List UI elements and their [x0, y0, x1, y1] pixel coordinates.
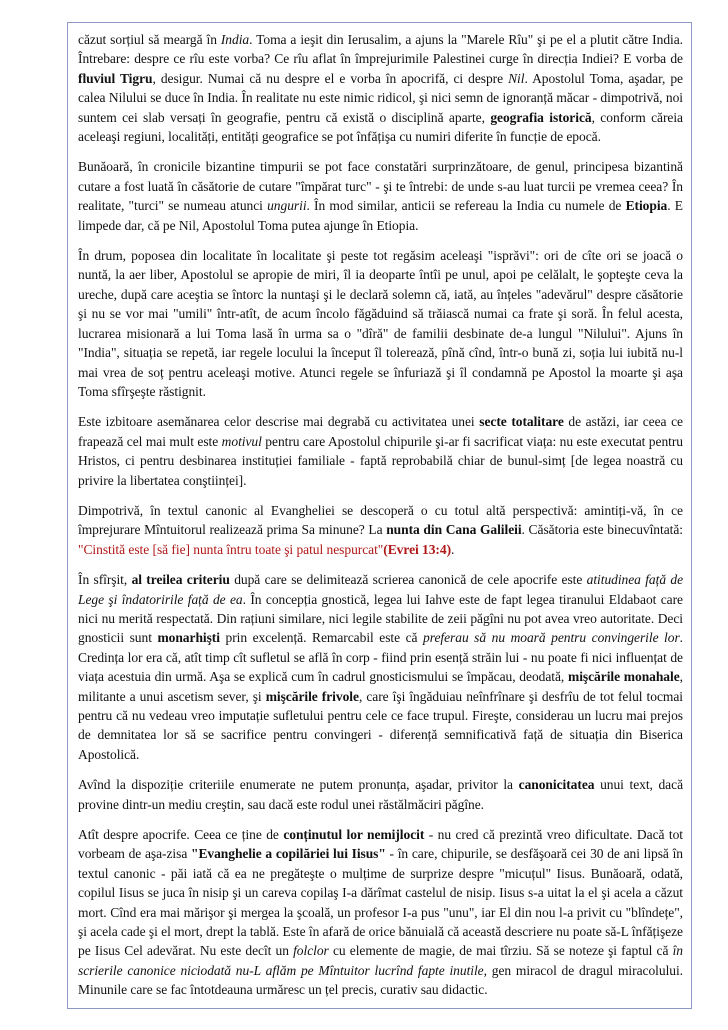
text-run: . Credința lor era că, atît timp cît sufletul se află în corp - fiind prin esență străin lui - nu poate fi nici influențat de viața acestuia din urmă. Aşa se explică cum în cadrul gnosticismului se împăcau, deodată,: [78, 630, 683, 685]
text-run: Dimpotrivă, în textul canonic al Evangheliei se descoperă o cu totul altă perspectivă: amintiți-vă, în ce împrejurare Mîntuitorul realizează prima Sa minune? La: [78, 502, 683, 538]
text-run: , gen miracol de dragul miracolului. Minunile care se fac întotdeauna urmăresc un țel precis, curativ sau didactic.: [78, 962, 683, 998]
text-run: Nil: [508, 70, 525, 86]
text-run: folclor: [293, 943, 329, 959]
text-run: prin excelență. Remarcabil este că: [219, 630, 424, 646]
text-run: . Căsătoria este binecuvîntată:: [521, 522, 683, 538]
text-run: conținutul lor nemijlocit: [283, 827, 425, 843]
text-run: atitudinea față de Lege şi îndatoririle față de ea: [78, 572, 684, 607]
paragraph-1: [78, 30, 683, 146]
text-run: geografia istorică: [490, 109, 592, 125]
text-run: secte totalitare: [479, 414, 564, 430]
text-run: Atît despre apocrife. Ceea ce ține de: [78, 827, 284, 843]
text-run: În sfîrşit,: [78, 572, 132, 588]
text-run: .: [451, 541, 455, 557]
text-run: - nu cred că prezintă vreo dificultate. Dacă tot vorbeam de aşa-zisa: [78, 827, 683, 862]
text-run: . Toma a ieşit din Ierusalim, a ajuns la "Marele Rîu" şi pe el a plutit către India. Întrebare: despre ce rîu este vorba? Ce rîu aflat în împrejurimile Palestinei curge în direcția Indiei? E vorba de: [78, 32, 683, 67]
text-run: al treilea criteriu: [131, 572, 230, 588]
text-run: monarhişti: [157, 630, 220, 646]
text-run: "Evanghelie a copilăriei lui Iisus": [191, 846, 386, 862]
text-run: Bunăoară, în cronicile bizantine timpurii se pot face constatări surprinzătoare, de genul, principesa bizantină cutare a fost luată în căsătorie de cutare "împărat turc" - şi te întrebi: de unde s-au luat turcii pe vremea ceea? În realitate, "turci" se numeau atunci: [78, 159, 683, 214]
text-run: , conform căreia aceleaşi regiuni, localități, entități geografice se pot înfățişa cu numiri diferite în funcție de epocă.: [78, 109, 683, 145]
text-run: nunta din Cana Galileii: [386, 522, 522, 538]
paragraph-8: [78, 825, 683, 1000]
text-run: ungurii: [267, 198, 307, 214]
text-run: . Apostolul Toma, aşadar, pe calea Nilului se duce în India. În realitate nu este nimic ridicol, şi nici semn de ignoranță măcar - dimpotrivă, noi suntem cei slab versați în geografie, pentru că există o disciplină aparte,: [78, 70, 683, 125]
text-run: . În mod similar, anticii se refereau la India cu numele de: [306, 198, 626, 214]
text-run: Este izbitoare asemănarea celor descrise mai degrabă cu activitatea unei: [78, 414, 480, 430]
text-run: , care îşi îngăduiau neînfrînare şi desfrîu de tot felul tocmai pentru că nu vedeau vreo imputație sufletului pentru cele ce face trupul. Fireşte, considerau un lucru mai prejos de demnitatea lor să se sacrifice pentru convingeri - diferență semnificativă față de situația din Biserica Apostolică.: [78, 688, 683, 762]
text-run: Etiopia: [625, 198, 668, 214]
text-run: motivul: [221, 433, 262, 449]
text-run: . E limpede dar, că pe Nil, Apostolul Toma putea ajunge în Etiopia.: [78, 198, 683, 233]
paragraph-4: [78, 412, 683, 490]
text-run: mişcările frivole: [265, 688, 359, 704]
text-run: pentru care Apostolul chipurile şi-ar fi sacrificat viața: nu este executat pentru Hristos, ci pentru desbinarea instituției familiale - faptă reprobabilă chiar de bunul-simț [de legea noastră cu privire la libertatea conştiinței].: [78, 433, 683, 488]
text-run: Avînd la dispoziție criteriile enumerate ne putem pronunța, aşadar, privitor la: [78, 777, 519, 793]
text-run: în scrierile canonice niciodată nu-L aflăm pe Mîntuitor lucrînd fapte inutile: [78, 943, 683, 978]
text-run: , militante a unui ascetism sever, şi: [78, 669, 683, 704]
paragraph-5: [78, 501, 683, 559]
paragraph-7: [78, 775, 683, 814]
document-page: [67, 22, 692, 1009]
text-run: mişcările monahale: [568, 669, 680, 685]
text-run: - în care, chipurile, se desfăşoară cei 30 de ani lipsă în textul canonic - păi iată că ea ne pregăteşte o mulțime de surprize despre "micuțul" Iisus. Bunăoară, odată, copilul Iisus se juca în nisip şi un careva copilaş I-a dărîmat castelul de nisip. Iisus s-a uitat la el şi acela a căzut mort. Cînd era mai mărişor şi mergea la şcoală, un profesor I-a pus "unu", iar El din nou l-a privit cu "blîndețe", şi acela cade şi el mort, drept la tablă. Este în afară de orice bănuială că această descriere nu poate să-L înfățişeze pe Iisus Cel adevărat. Nu este decît un: [78, 846, 683, 959]
text-run: "Cinstită este [să fie] nunta întru toate şi patul nespurcat": [78, 541, 384, 557]
text-run: căzut sorțiul să meargă în: [78, 32, 221, 47]
text-run: . În concepția gnostică, legea lui Iahve este de fapt legea tiranului Eldabaot care nici nu merită respectată. Din rațiuni similare, nici legile stabilite de zeii păgîni nu pot avea vreo autoritate. Deci gnosticii sunt: [78, 591, 684, 646]
text-run: de astăzi, iar ceea ce frapează cel mai mult este: [78, 414, 683, 449]
text-run: după care se delimitează scrierea canonică de cele apocrife este: [229, 572, 587, 588]
text-run: canonicitatea: [518, 777, 595, 793]
paragraph-2: [78, 157, 683, 235]
text-run: fluviul Tigru: [78, 70, 153, 86]
text-run: preferau să nu moară pentru convingerile lor: [423, 630, 680, 646]
text-run: , desigur. Numai că nu despre el e vorba în apocrifă, ci despre: [152, 70, 509, 86]
text-run: În drum, poposea din localitate în localitate şi peste tot regăsim aceleaşi "isprăvi": ori de cîte ori se joacă o nuntă, la aer liber, Apostolul se apropie de miri, îl ia deoparte întîi pe unul, apoi pe celălalt, le şopteşte ceva la ureche, după care aceştia se întorc la nuntaşi şi le declară solemn că, iată, au înțeles "adevărul" despre căsătorie şi nu se vor mai "umili" într-atît, de acum încolo făgăduind să trăiască numai ca frate şi soră. În felul acesta, lucrarea misionară a lui Toma lasă în urma sa o "dîră" de familii desbinate de-a lungul "Nilului". Ajuns în "India", situația se repetă, iar regele locului la început îl tolerează, pînă cînd, într-o bună zi, soția lui iubită nu-l mai vrea de soț pentru aceleaşi motive. Atunci regele se înfuriază şi îl condamnă pe Apostol la moarte şi aşa Toma sfîrşeşte răstignit.: [78, 248, 683, 399]
paragraph-6: [78, 570, 683, 764]
text-run: cu elemente de magie, de mai tîrziu. Să se noteze şi faptul că: [328, 943, 673, 959]
paragraph-3: [78, 246, 683, 401]
text-run: unui text, dacă provine dintr-un mediu creştin, sau dacă este rodul unei răstălmăciri păgîne.: [78, 777, 684, 812]
text-run: India: [220, 32, 250, 47]
text-run: (Evrei 13:4): [383, 541, 452, 557]
